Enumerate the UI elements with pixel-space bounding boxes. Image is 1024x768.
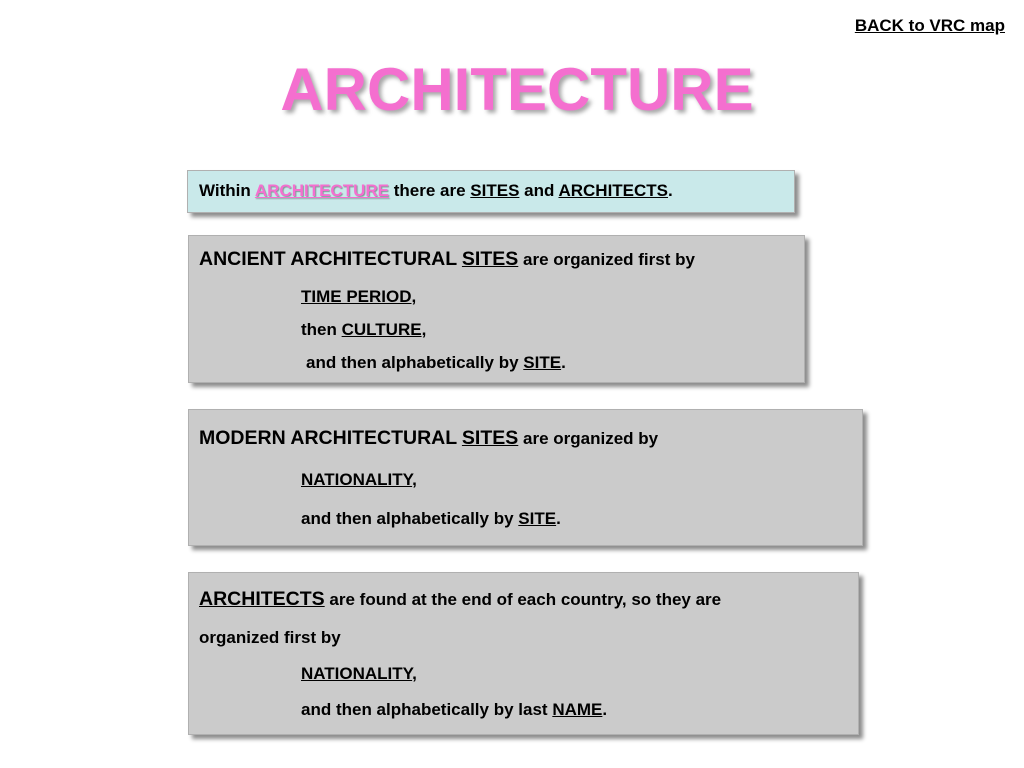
ancient-tail: are organized first by xyxy=(523,250,695,269)
architects-and-then: and then alphabetically by last xyxy=(301,700,548,719)
modern-nationality-line xyxy=(301,470,417,490)
modern-and-then: and then alphabetically by xyxy=(301,509,514,528)
ancient-site-link[interactable]: SITE xyxy=(523,353,562,372)
ancient-comma2: , xyxy=(421,320,427,339)
intro-middle: there are xyxy=(393,181,466,200)
ancient-culture-line xyxy=(301,320,426,340)
intro-box xyxy=(187,170,795,213)
ancient-and-then: and then alphabetically by xyxy=(306,353,519,372)
architects-comma: , xyxy=(412,664,417,683)
ancient-end: . xyxy=(561,353,566,372)
back-to-vrc-map-link[interactable]: BACK to VRC map xyxy=(854,16,1005,35)
modern-tail: are organized by xyxy=(523,429,659,448)
modern-heading: MODERN ARCHITECTURAL xyxy=(199,427,458,449)
architects-name-line xyxy=(301,700,607,720)
modern-site-line xyxy=(301,509,561,529)
architects-nationality-link[interactable]: NATIONALITY xyxy=(301,664,413,683)
intro-and: and xyxy=(524,181,555,200)
ancient-time-period-line xyxy=(301,287,416,307)
page-title: ARCHITECTURE xyxy=(280,56,754,123)
name-link[interactable]: NAME xyxy=(552,700,603,719)
architects-tail: are found at the end of each country, so they are xyxy=(329,590,722,609)
architects-link[interactable]: ARCHITECTS xyxy=(199,588,325,610)
architects-line2 xyxy=(199,628,341,648)
intro-sites-link[interactable]: SITES xyxy=(470,181,520,200)
architects-end: . xyxy=(602,700,608,719)
architects-nationality-line xyxy=(301,664,417,684)
architects-organized: organized first by xyxy=(199,628,341,647)
modern-end: . xyxy=(556,509,561,528)
modern-site-link[interactable]: SITE xyxy=(518,509,557,528)
culture-link[interactable]: CULTURE xyxy=(341,320,422,339)
modern-sites-link[interactable]: SITES xyxy=(461,427,519,449)
intro-architecture-link[interactable]: ARCHITECTURE xyxy=(254,181,389,200)
architects-heading-line xyxy=(199,588,721,611)
ancient-heading: ANCIENT ARCHITECTURAL xyxy=(199,248,458,270)
ancient-comma1: , xyxy=(411,287,417,306)
intro-end: . xyxy=(668,181,673,200)
ancient-sites-link[interactable]: SITES xyxy=(461,248,519,270)
modern-heading-line xyxy=(199,427,658,450)
intro-prefix: Within xyxy=(199,181,251,200)
modern-sites-box xyxy=(188,409,863,546)
architects-box xyxy=(188,572,859,735)
modern-comma: , xyxy=(412,470,417,489)
modern-nationality-link[interactable]: NATIONALITY xyxy=(301,470,413,489)
ancient-heading-line xyxy=(199,248,695,271)
ancient-site-line xyxy=(306,353,566,373)
time-period-link[interactable]: TIME PERIOD xyxy=(301,287,412,306)
ancient-sites-box xyxy=(188,235,805,383)
intro-architects-link[interactable]: ARCHITECTS xyxy=(558,181,669,200)
ancient-then: then xyxy=(301,320,337,339)
